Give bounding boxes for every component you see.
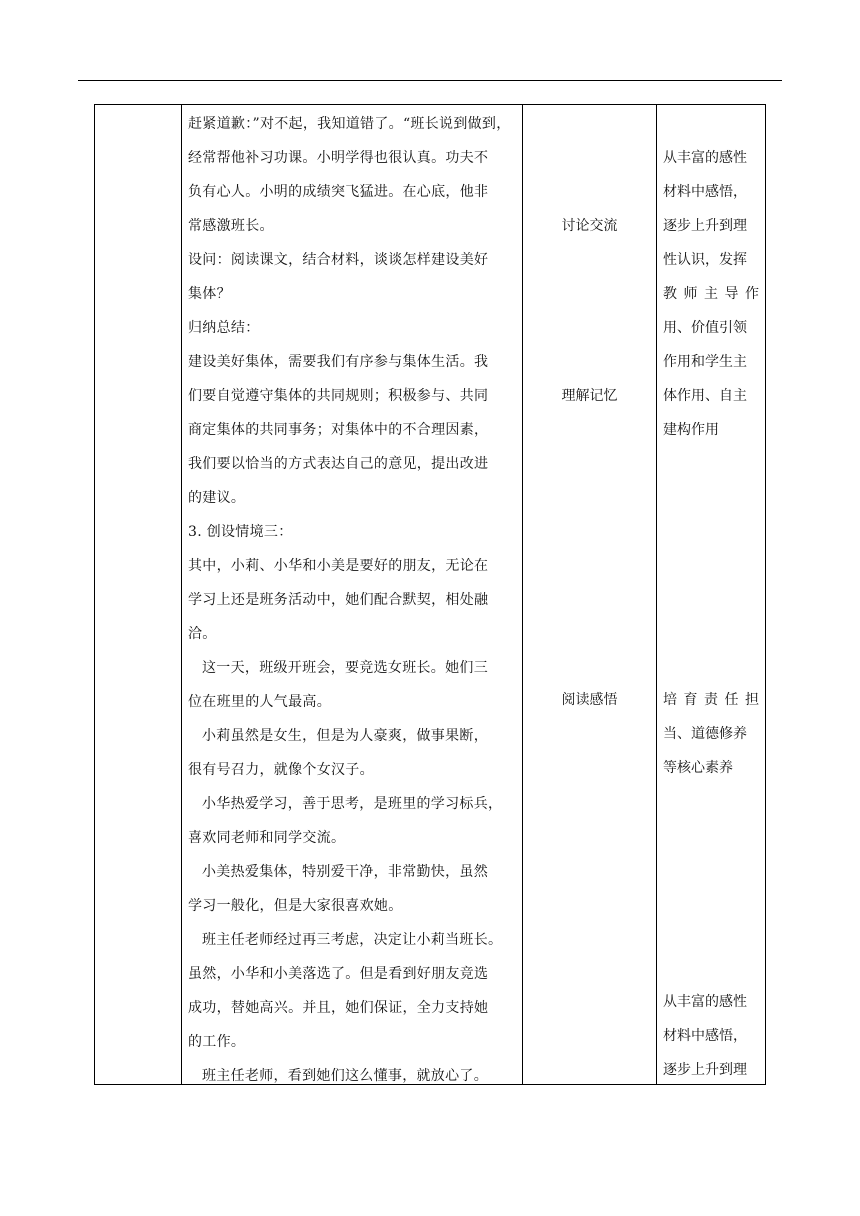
intent-line: 逐步上升到理: [663, 218, 747, 234]
content-line: 商定集体的共同事务；对集体中的不合理因素，: [188, 422, 489, 438]
content-line: 位在班里的人气最高。: [188, 694, 331, 710]
column-divider: [181, 105, 182, 1084]
content-line: 洽。: [188, 626, 217, 642]
column-divider: [656, 105, 657, 1084]
content-line: 设问：阅读课文，结合材料，谈谈怎样建设美好: [188, 252, 489, 268]
content-line: 赶紧道歉：”对不起，我知道错了。“班长说到做到，: [188, 116, 511, 132]
intent-line: 培育责任担: [663, 692, 759, 708]
intent-line: 从丰富的感性: [663, 994, 747, 1010]
content-line: 负有心人。小明的成绩突飞猛进。在心底，他非: [188, 184, 489, 200]
content-line: 常感激班长。: [188, 218, 274, 234]
content-line: 们要自觉遵守集体的共同规则；积极参与、共同: [188, 388, 489, 404]
intent-line: 材料中感悟，: [663, 184, 747, 200]
intent-line: 用、价值引领: [663, 320, 747, 336]
content-line: 集体？: [188, 286, 231, 302]
content-line: 的工作。: [188, 1034, 246, 1050]
content-line: 小华热爱学习，善于思考，是班里的学习标兵，: [202, 796, 503, 812]
content-line: 经常帮他补习功课。小明学得也很认真。功夫不: [188, 150, 489, 166]
intent-line: 逐步上升到理: [663, 1062, 747, 1078]
content-line: 学习一般化，但是大家很喜欢她。: [188, 898, 403, 914]
content-line: 我们要以恰当的方式表达自己的意见，提出改进: [188, 456, 489, 472]
content-line: 虽然，小华和小美落选了。但是看到好朋友竞选: [188, 966, 489, 982]
activity-read: 阅读感悟: [561, 692, 618, 708]
intent-line: 当、道德修养: [663, 726, 747, 742]
content-line: 3. 创设情境三：: [188, 524, 293, 540]
column-divider: [522, 105, 523, 1084]
intent-line: 作用和学生主: [663, 354, 747, 370]
content-line: 班主任老师，看到她们这么懂事，就放心了。: [202, 1068, 488, 1084]
intent-line: 性认识，发挥: [663, 252, 747, 268]
intent-line: 从丰富的感性: [663, 150, 747, 166]
intent-line: 体作用、自主: [663, 388, 747, 404]
content-line: 小美热爱集体，特别爱干净，非常勤快，虽然: [202, 864, 488, 880]
intent-line: 教师主导作: [663, 286, 759, 302]
content-line: 喜欢同老师和同学交流。: [188, 830, 346, 846]
activity-memorize: 理解记忆: [561, 388, 618, 404]
intent-line: 材料中感悟，: [663, 1028, 747, 1044]
content-line: 其中，小莉、小华和小美是要好的朋友，无论在: [188, 558, 489, 574]
content-line: 归纳总结：: [188, 320, 260, 336]
content-line: 很有号召力，就像个女汉子。: [188, 762, 374, 778]
content-line: 建设美好集体，需要我们有序参与集体生活。我: [188, 354, 489, 370]
intent-line: 等核心素养: [663, 760, 733, 776]
lesson-table: [94, 104, 766, 1085]
content-line: 学习上还是班务活动中，她们配合默契，相处融: [188, 592, 489, 608]
content-line: 的建议。: [188, 490, 246, 506]
content-line: 成功，替她高兴。并且，她们保证，全力支持她: [188, 1000, 489, 1016]
intent-line: 建构作用: [663, 422, 719, 438]
content-line: 这一天，班级开班会，要竞选女班长。她们三: [202, 660, 488, 676]
activity-discuss: 讨论交流: [561, 218, 618, 234]
content-line: 班主任老师经过再三考虑，决定让小莉当班长。: [202, 932, 503, 948]
content-line: 小莉虽然是女生，但是为人豪爽，做事果断，: [202, 728, 488, 744]
header-rule: [78, 80, 782, 81]
